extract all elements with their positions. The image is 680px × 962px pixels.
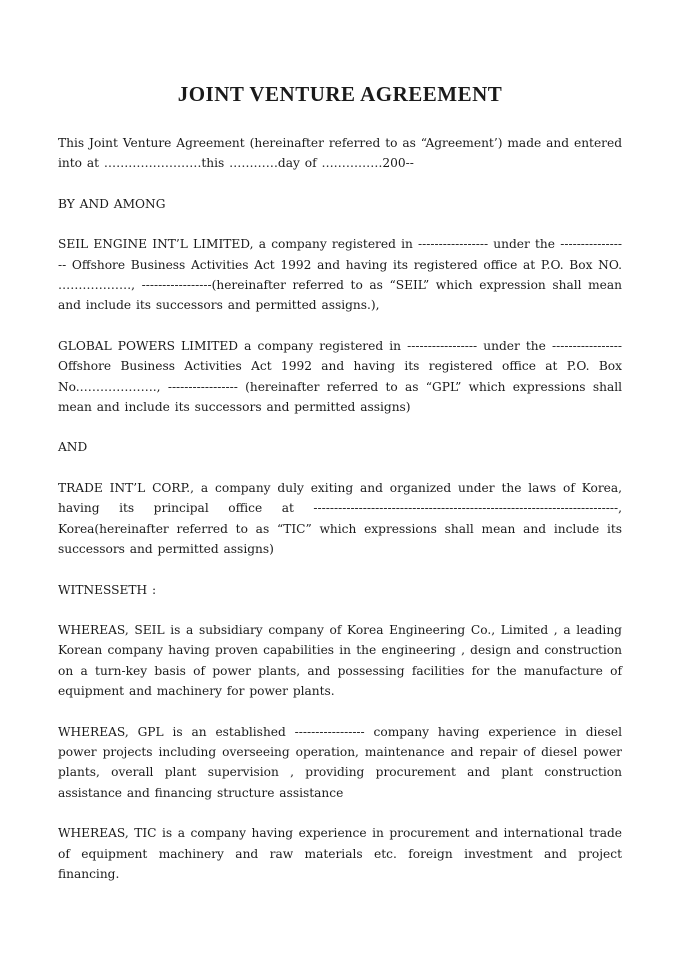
preamble-paragraph: This Joint Venture Agreement (hereinafter referred to as “Agreement’) made and entered into at ……………………this …………day of ……………200-- <box>58 136 622 171</box>
party-seil-paragraph: SEIL ENGINE INT’L LIMITED, a company registered in ----------------- under the ----------------- Offshore Business Activities Act 1992 and having its registered office at P.O. Box NO. ………………, -----------------(hereinafter referred to as “SEIL” which expression shall mean and include its successors and permitted assigns.), <box>58 237 622 313</box>
document-title: JOINT VENTURE AGREEMENT <box>177 82 503 106</box>
witnesseth-heading: WITNESSETH : <box>58 582 157 597</box>
by-and-among-heading: BY AND AMONG <box>58 196 166 211</box>
party-tic-paragraph: TRADE INT’L CORP., a company duly exiting and organized under the laws of Korea, having its principal office at --------------------------------------------------------------------------, Korea(hereinafter referred to as “TIC” which expressions shall mean and include its successors and permitted assigns) <box>58 480 622 557</box>
whereas-seil-paragraph: WHEREAS, SEIL is a subsidiary company of Korea Engineering Co., Limited , a leading Korean company having proven capabilities in the engineering , design and construction on a turn-key basis of power plants, and possessing facilities for the manufacture of equipment and machinery for power plants. <box>58 622 622 699</box>
whereas-gpl-paragraph: WHEREAS, GPL is an established ----------------- company having experience in diesel power projects including overseeing operation, maintenance and repair of diesel power plants, overall plant supervision , providing procurement and plant construction assistance and financing structure assistance <box>58 724 622 800</box>
document-body <box>58 133 622 904</box>
party-gpl-paragraph: GLOBAL POWERS LIMITED a company registered in ----------------- under the ----------------- Offshore Business Activities Act 1992 and having its registered office at P.O. Box No.………………., ----------------- (hereinafter referred to as “GPL” which expressions shall mean and include its successors and permitted assigns) <box>58 338 622 415</box>
whereas-tic-paragraph: WHEREAS, TIC is a company having experience in procurement and international trade of equipment machinery and raw materials etc. foreign investment and project financing. <box>58 826 622 881</box>
and-heading: AND <box>58 440 88 455</box>
